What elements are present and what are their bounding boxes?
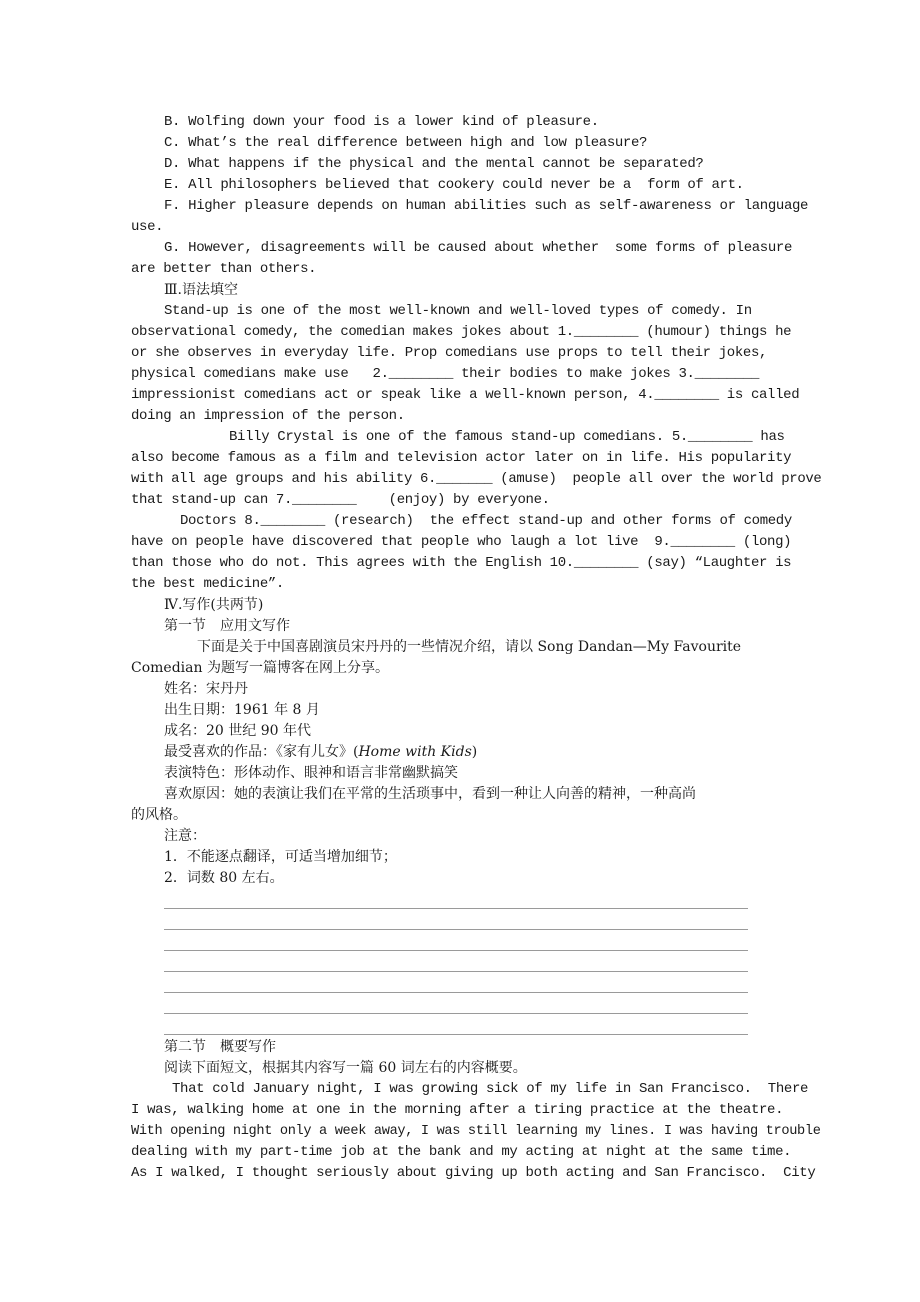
cloze-line: with all age groups and his ability 6._______ (amuse) people all over the world prove bbox=[131, 471, 822, 487]
answer-line[interactable] bbox=[164, 1034, 748, 1035]
cloze-line: Billy Crystal is one of the famous stand-up comedians. 5.________ has bbox=[229, 429, 785, 445]
answer-line[interactable] bbox=[164, 992, 748, 993]
answer-line[interactable] bbox=[164, 971, 748, 972]
cloze-line: Stand-up is one of the most well-known and well-loved types of comedy. In bbox=[164, 303, 752, 319]
option-c: C. What’s the real difference between high and low pleasure? bbox=[164, 135, 648, 151]
part-2-heading: 第二节 概要写作 bbox=[164, 1039, 276, 1055]
cloze-line: that stand-up can 7.________ (enjoy) by everyone. bbox=[131, 492, 550, 508]
notes-heading: 注意： bbox=[164, 828, 206, 844]
writing-prompt-cont: Comedian 为题写一篇博客在网上分享。 bbox=[131, 660, 389, 676]
cloze-line: impressionist comedians act or speak like a well-known person, 4.________ is called bbox=[131, 387, 800, 403]
section-4-heading: Ⅳ.写作(共两节) bbox=[164, 597, 264, 613]
passage-line: That cold January night, I was growing sick of my life in San Francisco. There bbox=[172, 1081, 809, 1097]
option-b: B. Wolfing down your food is a lower kind of pleasure. bbox=[164, 114, 599, 130]
option-f-cont: use. bbox=[131, 219, 164, 235]
cloze-line: observational comedy, the comedian makes jokes about 1.________ (humour) things he bbox=[131, 324, 792, 340]
favourite-work-suffix: ) bbox=[471, 744, 478, 760]
cloze-line: Doctors 8.________ (research) the effect stand-up and other forms of comedy bbox=[180, 513, 792, 529]
writing-prompt: 下面是关于中国喜剧演员宋丹丹的一些情况介绍，请以 Song Dandan—My Favourite bbox=[197, 639, 742, 655]
passage-line: dealing with my part-time job at the bank and my acting at night at the same time. bbox=[131, 1144, 792, 1160]
answer-line[interactable] bbox=[164, 929, 748, 930]
answer-line[interactable] bbox=[164, 950, 748, 951]
option-g-cont: are better than others. bbox=[131, 261, 317, 277]
cloze-line: than those who do not. This agrees with the English 10.________ (say) “Laughter is bbox=[131, 555, 792, 571]
note-2: 2．词数 80 左右。 bbox=[164, 870, 284, 886]
info-reason: 喜欢原因：她的表演让我们在平常的生活琐事中，看到一种让人向善的精神，一种高尚 bbox=[164, 786, 696, 802]
cloze-line: doing an impression of the person. bbox=[131, 408, 405, 424]
part-1-heading: 第一节 应用文写作 bbox=[164, 618, 290, 634]
cloze-line: have on people have discovered that people who laugh a lot live 9.________ (long) bbox=[131, 534, 792, 550]
cloze-line: physical comedians make use 2.________ their bodies to make jokes 3.________ bbox=[131, 366, 760, 382]
summary-instruction: 阅读下面短文，根据其内容写一篇 60 词左右的内容概要。 bbox=[164, 1060, 527, 1076]
favourite-work-prefix: 最受喜欢的作品：《家有儿女》( bbox=[164, 744, 359, 760]
info-favourite-work bbox=[164, 742, 477, 763]
note-1: 1．不能逐点翻译，可适当增加细节； bbox=[164, 849, 397, 865]
option-g: G. However, disagreements will be caused about whether some forms of pleasure bbox=[164, 240, 793, 256]
answer-line[interactable] bbox=[164, 1013, 748, 1014]
option-d: D. What happens if the physical and the mental cannot be separated? bbox=[164, 156, 704, 172]
passage-line: As I walked, I thought seriously about giving up both acting and San Francisco. City bbox=[131, 1165, 816, 1181]
info-features: 表演特色：形体动作、眼神和语言非常幽默搞笑 bbox=[164, 765, 458, 781]
passage-line: With opening night only a week away, I was still learning my lines. I was having trouble bbox=[131, 1123, 821, 1139]
info-fame: 成名：20 世纪 90 年代 bbox=[164, 723, 311, 739]
passage-line: I was, walking home at one in the morning after a tiring practice at the theatre. bbox=[131, 1102, 784, 1118]
cloze-line: or she observes in everyday life. Prop comedians use props to tell their jokes, bbox=[131, 345, 768, 361]
info-name: 姓名：宋丹丹 bbox=[164, 681, 248, 697]
info-reason-cont: 的风格。 bbox=[131, 807, 187, 823]
favourite-work-title: Home with Kids bbox=[358, 744, 472, 760]
cloze-line: also become famous as a film and television actor later on in life. His popularity bbox=[131, 450, 792, 466]
option-f: F. Higher pleasure depends on human abilities such as self-awareness or language bbox=[164, 198, 809, 214]
section-3-heading: Ⅲ.语法填空 bbox=[164, 282, 238, 298]
option-e: E. All philosophers believed that cookery could never be a form of art. bbox=[164, 177, 744, 193]
info-birth: 出生日期：1961 年 8 月 bbox=[164, 702, 320, 718]
cloze-line: the best medicine”. bbox=[131, 576, 284, 592]
answer-line[interactable] bbox=[164, 908, 748, 909]
